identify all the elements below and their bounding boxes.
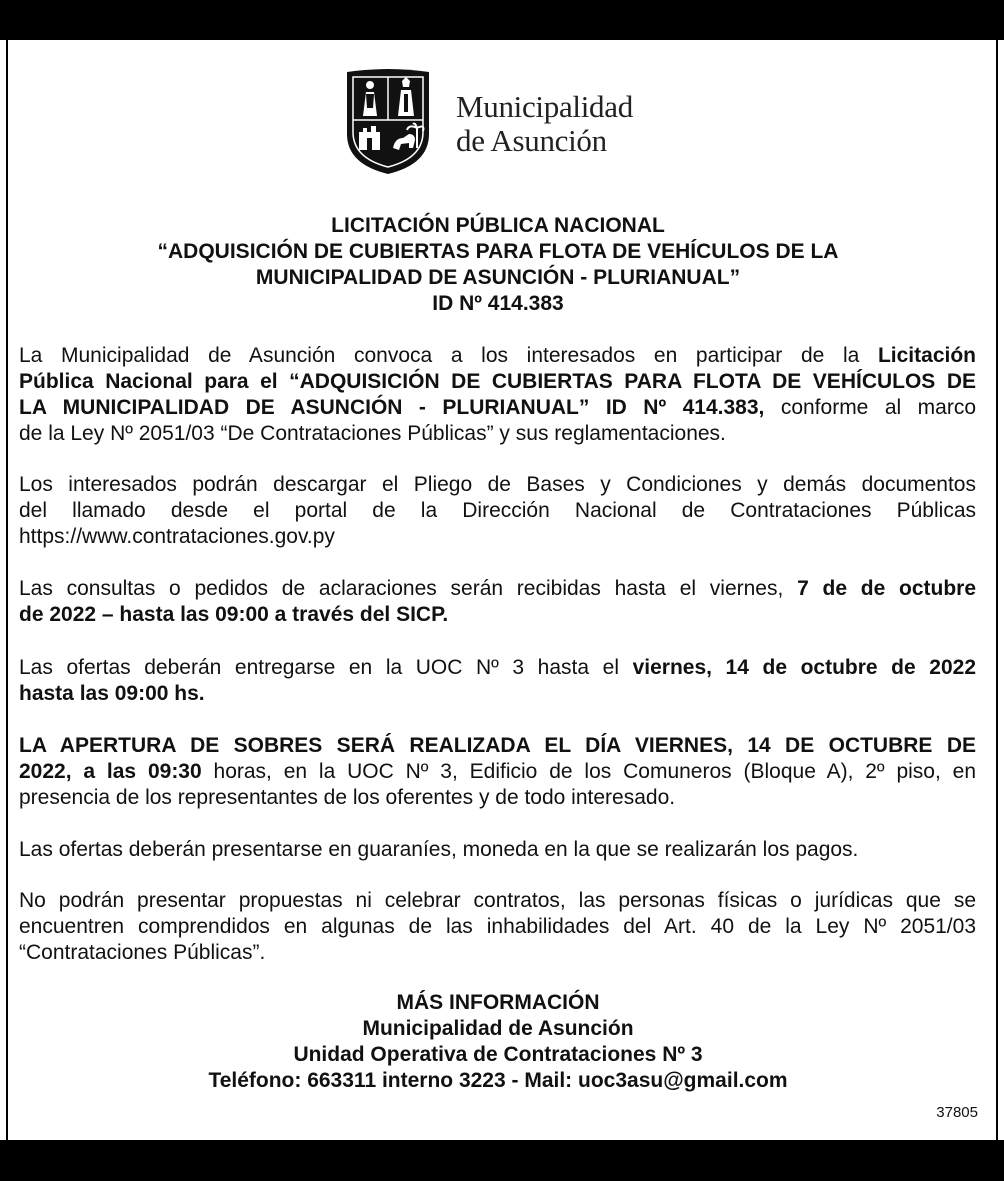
info-heading: MÁS INFORMACIÓN xyxy=(396,991,600,1014)
p4-bold: viernes, 14 de octubre de 2022 xyxy=(632,656,976,679)
p2-line-2: del llamado desde el portal de la Dirección Nacional de Contrataciones Públicas xyxy=(19,499,976,522)
p1-line-1 xyxy=(19,343,976,369)
paragraph-opening xyxy=(19,733,976,811)
coat-of-arms-icon xyxy=(343,68,433,176)
top-black-bar xyxy=(0,0,1004,40)
p7-line-2: encuentren comprendidos en algunas de las inhabilidades del Art. 40 de la Ley Nº 2051/03 xyxy=(19,915,976,938)
p1-text-2: conforme al marco xyxy=(764,396,976,419)
paragraph-restrictions xyxy=(19,888,976,966)
paragraph-currency xyxy=(19,837,976,863)
bottom-black-bar xyxy=(0,1140,1004,1181)
p2-line-1: Los interesados podrán descargar el Pliego de Bases y Condiciones y demás documentos xyxy=(19,473,976,496)
p1-text: La Municipalidad de Asunción convoca a los interesados en participar de la xyxy=(19,344,878,367)
org-line-1: Municipalidad xyxy=(456,89,633,124)
title-line-2: “ADQUISICIÓN DE CUBIERTAS PARA FLOTA DE VEHÍCULOS DE LA xyxy=(157,240,839,263)
p3-line-2: de 2022 – hasta las 09:00 a través del SICP. xyxy=(19,603,449,626)
p3-bold: 7 de de octubre xyxy=(797,577,977,600)
info-unit: Unidad Operativa de Contrataciones Nº 3 xyxy=(293,1043,703,1066)
paragraph-download xyxy=(19,472,976,550)
portal-link[interactable]: https://www.contrataciones.gov.py xyxy=(19,525,335,548)
p1-line-2: Pública Nacional para el “ADQUISICIÓN DE CUBIERTAS PARA FLOTA DE VEHÍCULOS DE xyxy=(19,370,976,393)
title-line-3: MUNICIPALIDAD DE ASUNCIÓN - PLURIANUAL” xyxy=(255,266,741,289)
p5-line-3: presencia de los representantes de los oferentes y de todo interesado. xyxy=(19,786,676,809)
p4-line-2: hasta las 09:00 hs. xyxy=(19,682,205,705)
p1-bold: Licitación xyxy=(877,344,976,367)
info-org: Municipalidad de Asunción xyxy=(362,1017,634,1040)
info-contact: Teléfono: 663311 interno 3223 - Mail: uoc3asu@gmail.com xyxy=(208,1069,788,1092)
p6-line-1: Las ofertas deberán presentarse en guaraníes, moneda en la que se realizarán los pagos. xyxy=(19,838,859,861)
p1-bold-id: LA MUNICIPALIDAD DE ASUNCIÓN - PLURIANUAL” ID Nº 414.383, xyxy=(19,396,765,419)
title-line-4: ID Nº 414.383 xyxy=(432,292,564,315)
notice-title xyxy=(20,213,976,317)
p5-line-1: LA APERTURA DE SOBRES SERÁ REALIZADA EL DÍA VIERNES, 14 DE OCTUBRE DE xyxy=(19,734,976,757)
paragraph-inquiries xyxy=(19,576,976,628)
p7-line-1: No podrán presentar propuestas ni celebrar contratos, las personas físicas o jurídicas que se xyxy=(19,889,976,912)
paragraph-call xyxy=(19,343,976,447)
title-line-1: LICITACIÓN PÚBLICA NACIONAL xyxy=(331,214,665,237)
p7-line-3: “Contrataciones Públicas”. xyxy=(19,941,266,964)
paragraph-offers-delivery xyxy=(19,655,976,707)
organization-name xyxy=(456,90,633,158)
p5-text: horas, en la UOC Nº 3, Edificio de los Comuneros (Bloque A), 2º piso, en xyxy=(201,760,976,783)
p1-line-4: de la Ley Nº 2051/03 “De Contrataciones Públicas” y sus reglamentaciones. xyxy=(19,422,726,445)
p5-bold: 2022, a las 09:30 xyxy=(19,760,202,783)
p1-line-3 xyxy=(19,395,976,421)
p4-line-1 xyxy=(19,655,976,681)
p4-text: Las ofertas deberán entregarse en la UOC Nº 3 hasta el xyxy=(19,656,633,679)
header-logo xyxy=(343,68,653,176)
p3-text: Las consultas o pedidos de aclaraciones serán recibidas hasta el viernes, xyxy=(19,577,798,600)
p5-line-2 xyxy=(19,759,976,785)
publication-code: 37805 xyxy=(936,1104,978,1121)
org-line-2: de Asunción xyxy=(456,123,607,158)
more-information xyxy=(20,990,976,1094)
p3-line-1 xyxy=(19,576,976,602)
